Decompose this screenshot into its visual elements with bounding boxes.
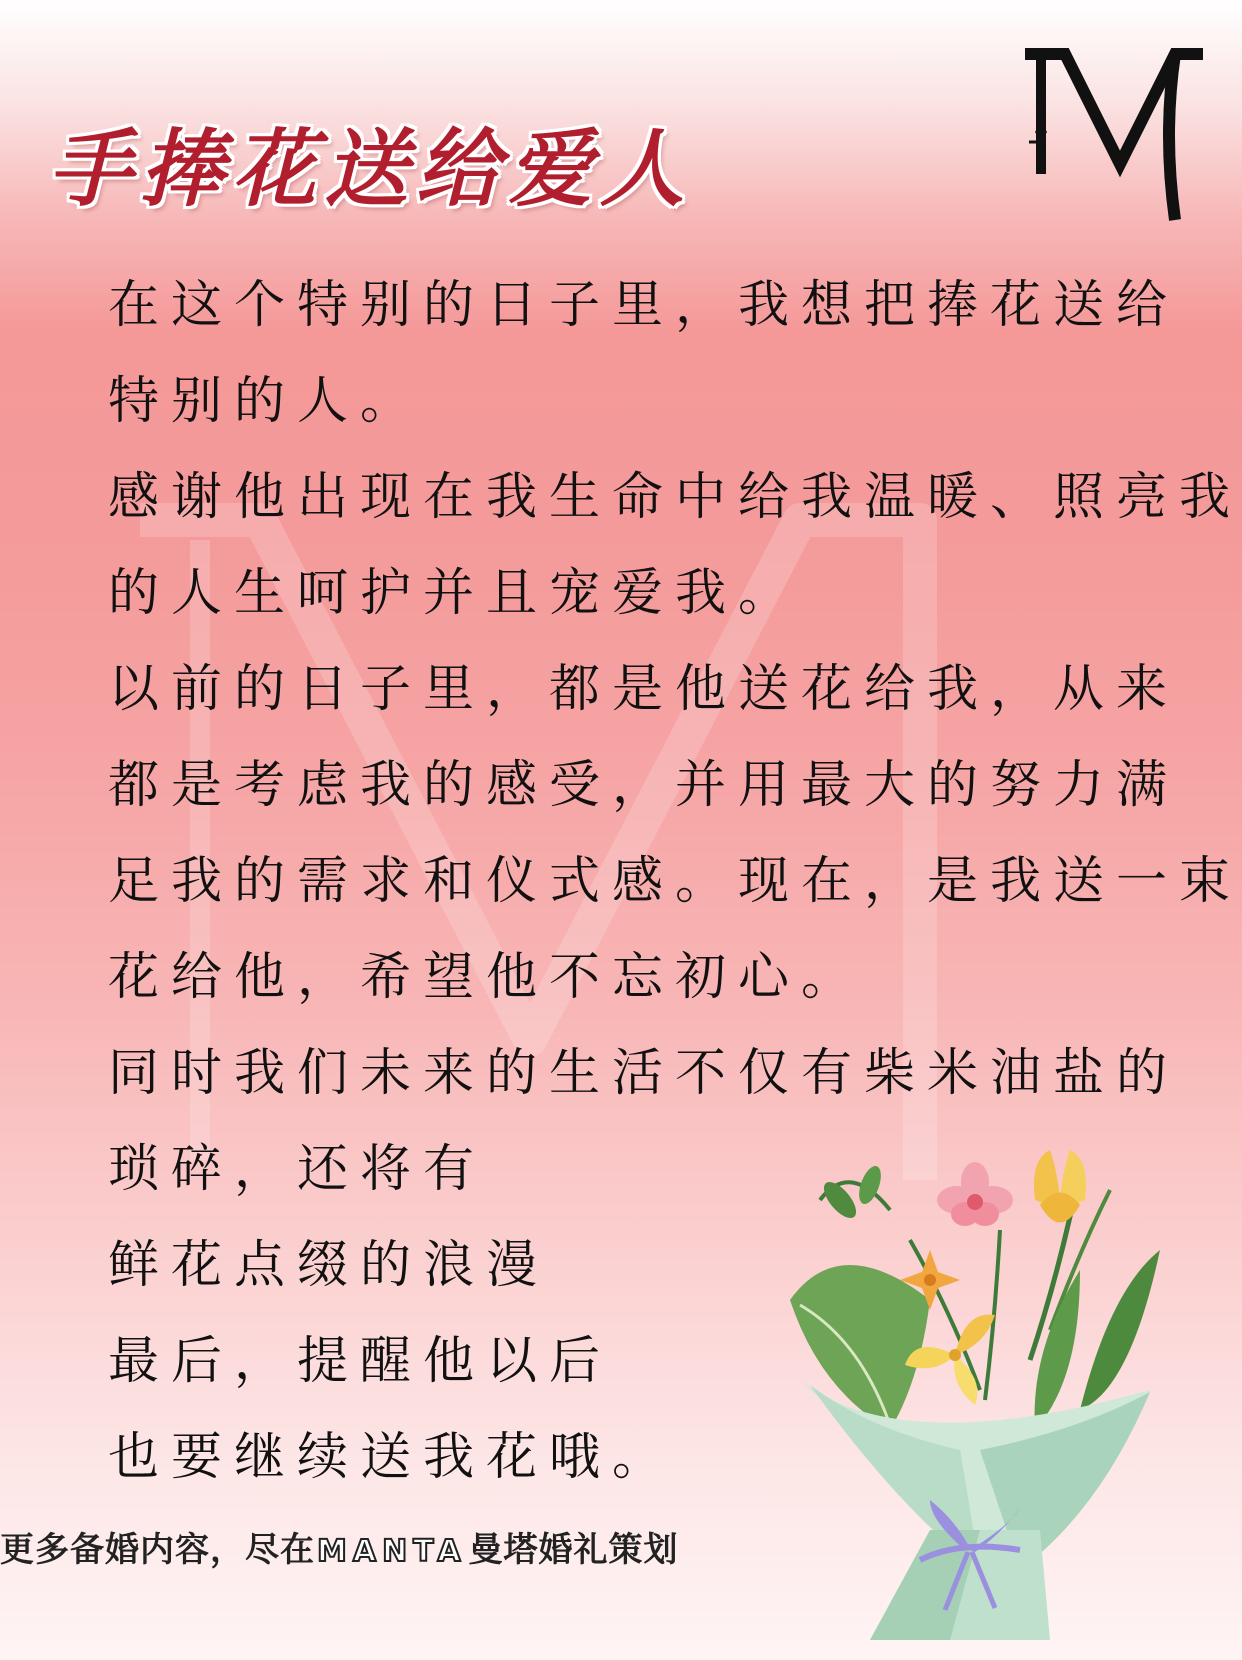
page-title: 手捧花送给爱人 xyxy=(48,119,693,218)
message-line: 琐碎，还将有 xyxy=(108,1140,487,1199)
message-line: 感谢他出现在我生命中给我温暖、照亮我 xyxy=(108,468,1242,527)
message-line: 也要继续送我花哦。 xyxy=(108,1428,676,1487)
message-line: 在这个特别的日子里，我想把捧花送给 xyxy=(108,276,1180,335)
footer-suffix: 曼塔婚礼策划 xyxy=(468,1530,679,1570)
message-line: 最后，提醒他以后 xyxy=(108,1332,613,1391)
message-line: 同时我们未来的生活不仅有柴米油盐的 xyxy=(108,1044,1180,1103)
message-line: 花给他，希望他不忘初心。 xyxy=(108,948,865,1007)
bouquet-illustration xyxy=(780,1130,1170,1650)
message-line: 足我的需求和仪式感。现在，是我送一束 xyxy=(108,852,1242,911)
message-line: 特别的人。 xyxy=(108,372,424,431)
message-line: 鲜花点缀的浪漫 xyxy=(108,1236,550,1295)
m-logo xyxy=(1025,44,1215,234)
message-line: 以前的日子里，都是他送花给我，从来 xyxy=(108,660,1180,719)
footer-brand: MANTA xyxy=(317,1534,467,1569)
message-line: 的人生呵护并且宠爱我。 xyxy=(108,564,802,623)
footer-promo xyxy=(0,1522,679,1571)
message-line: 都是考虑我的感受，并用最大的努力满 xyxy=(108,756,1180,815)
footer-prefix: 更多备婚内容，尽在 xyxy=(0,1530,315,1570)
